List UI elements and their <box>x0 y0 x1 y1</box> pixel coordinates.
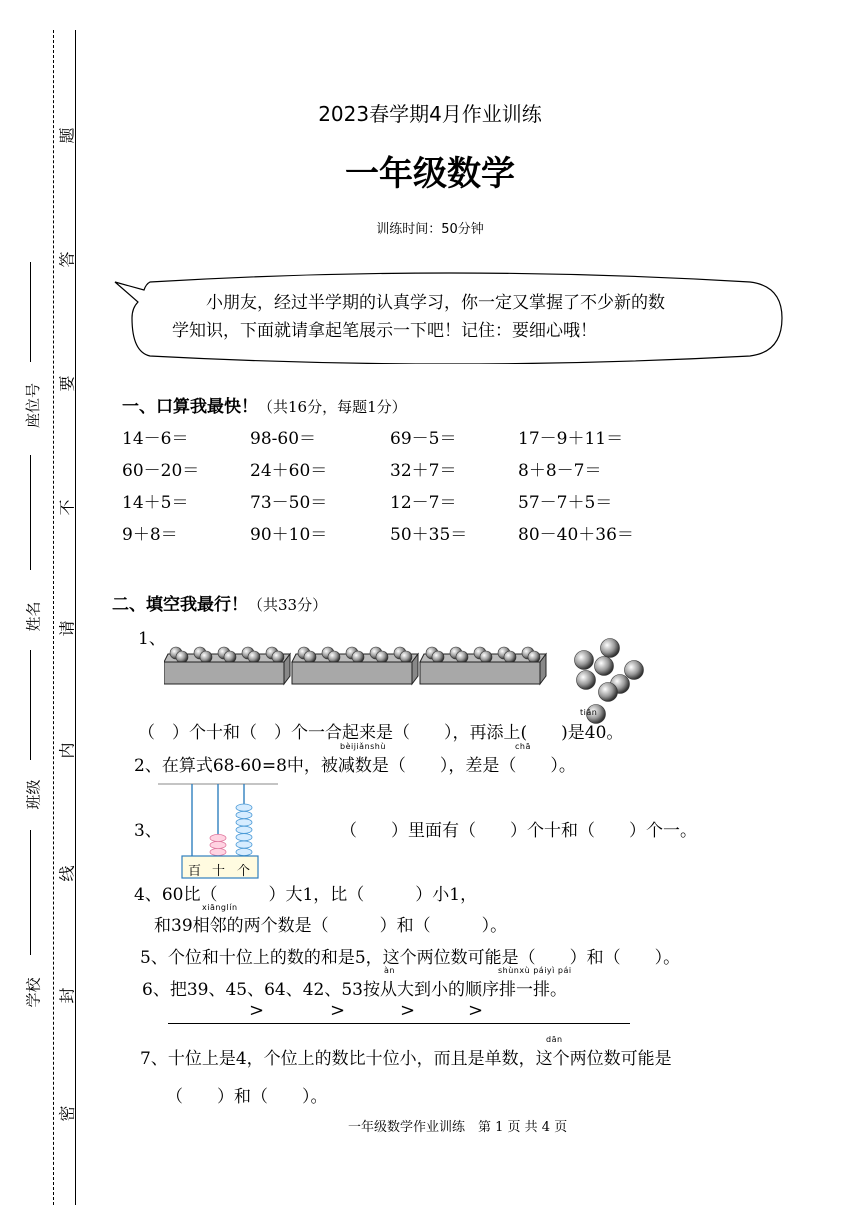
ones-bead <box>236 804 252 811</box>
q7-line-1: 7、十位上是4，个位上的数比十位小，而且是单数，这个两位数可能是 <box>140 1049 672 1069</box>
bead-trays <box>164 640 554 690</box>
loose-bead <box>595 657 614 676</box>
tray-front <box>420 662 540 684</box>
section2-heading <box>112 590 327 615</box>
class-label: 班级 <box>24 779 43 810</box>
seat-number-label: 座位号 <box>24 382 43 429</box>
tens-bead <box>210 834 226 841</box>
q4-pinyin: xiānglín <box>202 903 238 912</box>
calc-item: 17－9＋11＝ <box>518 429 624 449</box>
tray-bead <box>176 651 188 663</box>
section1-title: 一、口算我最快！ <box>122 397 258 417</box>
school-line[interactable] <box>30 830 31 955</box>
calc-item: 8＋8－7＝ <box>518 461 602 481</box>
seal-char-7: 线 <box>57 865 77 882</box>
q1-pinyin: tiān <box>580 708 598 717</box>
q6-pinyin-1: àn <box>384 966 395 975</box>
tray-bead <box>400 651 412 663</box>
abacus-label-tens: 十 <box>212 864 226 879</box>
tens-bead <box>210 848 226 855</box>
ones-bead <box>236 834 252 841</box>
name-line[interactable] <box>30 455 31 570</box>
calc-item: 50＋35＝ <box>390 525 468 545</box>
time-limit: 训练时间：50分钟 <box>376 222 484 237</box>
loose-bead <box>599 683 618 702</box>
tray-bead <box>432 651 444 663</box>
seal-char-1: 题 <box>57 127 77 144</box>
tray-bead <box>272 651 284 663</box>
tens-bead <box>210 841 226 848</box>
tray-bead <box>376 651 388 663</box>
page-footer: 一年级数学作业训练 第 1 页 共 4 页 <box>348 1120 568 1135</box>
binding-solid-line <box>75 30 76 1205</box>
q2-text: 2、在算式68-60=8中，被减数是（ ），差是（ ）。 <box>134 756 576 776</box>
calc-item: 24＋60＝ <box>250 461 328 481</box>
tray-bead <box>248 651 260 663</box>
tray-bead <box>304 651 316 663</box>
q3-text: （ ）里面有（ ）个十和（ ）个一。 <box>340 821 697 841</box>
ones-bead <box>236 848 252 855</box>
loose-bead <box>575 651 594 670</box>
q4-line-1: 4、60比（ ）大1，比（ ）小1， <box>134 885 478 905</box>
q6-gt-2: > <box>330 1000 346 1021</box>
seat-number-line[interactable] <box>30 262 31 362</box>
binding-dashed-line <box>53 30 54 1205</box>
q6-gt-4: > <box>468 1000 484 1021</box>
section1-note: （共16分，每题1分） <box>258 398 407 416</box>
school-label: 学校 <box>24 977 43 1008</box>
seal-char-2: 答 <box>57 251 77 268</box>
tray-bead <box>200 651 212 663</box>
section2-note: （共33分） <box>248 596 328 614</box>
q6-text: 6、把39、45、64、42、53按从大到小的顺序排一排。 <box>142 980 567 1000</box>
section2-title: 二、填空我最行！ <box>112 595 248 615</box>
seal-char-4: 不 <box>57 499 77 516</box>
calc-item: 69－5＝ <box>390 429 457 449</box>
q6-answer-line[interactable] <box>168 1023 630 1024</box>
q3-number: 3、 <box>134 821 162 841</box>
tray-bead <box>352 651 364 663</box>
bubble-line-2: 学知识，下面就请拿起笔展示一下吧！记住：要细心哦！ <box>172 321 597 341</box>
q2-pinyin-2: chā <box>515 742 531 751</box>
calc-item: 12－7＝ <box>390 493 457 513</box>
q6-gt-1: > <box>249 1000 265 1021</box>
q7-line-2: （ ）和（ ）。 <box>166 1087 328 1107</box>
term-title: 2023春学期4月作业训练 <box>318 102 542 126</box>
tray-bead <box>224 651 236 663</box>
calc-item: 98-60＝ <box>250 429 317 449</box>
seal-char-8: 封 <box>57 987 77 1004</box>
calc-item: 9＋8＝ <box>122 525 178 545</box>
tray-front <box>164 662 284 684</box>
q2-pinyin-1: bèijiǎnshù <box>340 742 386 751</box>
calc-item: 32＋7＝ <box>390 461 457 481</box>
seal-char-9: 密 <box>57 1105 77 1122</box>
tray-bead <box>480 651 492 663</box>
calc-item: 57－7＋5＝ <box>518 493 613 513</box>
q6-pinyin-2: shùnxù páiyì pái <box>498 966 572 975</box>
bubble-line-1: 小朋友，经过半学期的认真学习，你一定又掌握了不少新的数 <box>206 293 665 313</box>
calc-item: 90＋10＝ <box>250 525 328 545</box>
q1-number: 1、 <box>138 629 166 649</box>
q5-text: 5、个位和十位上的数的和是5，这个两位数可能是（ ）和（ ）。 <box>140 948 681 968</box>
tray-bead <box>456 651 468 663</box>
class-line[interactable] <box>30 650 31 760</box>
q1-text: （ ）个十和（ ）个一合起来是（ ），再添上( )是40。 <box>138 723 624 743</box>
calc-item: 73－50＝ <box>250 493 328 513</box>
name-label: 姓名 <box>24 601 43 632</box>
loose-bead <box>601 639 620 658</box>
tray-bead <box>504 651 516 663</box>
abacus-label-ones: 个 <box>237 864 251 879</box>
tray-bead <box>328 651 340 663</box>
loose-bead <box>577 671 596 690</box>
ones-bead <box>236 841 252 848</box>
abacus-label-hundreds: 百 <box>188 864 202 879</box>
ones-bead <box>236 826 252 833</box>
seal-char-6: 内 <box>57 742 77 759</box>
ones-bead <box>236 819 252 826</box>
calc-item: 80－40＋36＝ <box>518 525 634 545</box>
q6-gt-3: > <box>400 1000 416 1021</box>
page-title: 一年级数学 <box>345 154 515 194</box>
loose-bead <box>625 661 644 680</box>
section1-heading <box>122 392 407 417</box>
calc-item: 14＋5＝ <box>122 493 189 513</box>
ones-bead <box>236 811 252 818</box>
tray-bead <box>528 651 540 663</box>
calc-item: 14－6＝ <box>122 429 189 449</box>
seal-char-5: 请 <box>57 620 77 637</box>
seal-char-3: 要 <box>57 375 77 392</box>
q7-pinyin: dān <box>546 1035 563 1044</box>
tray-front <box>292 662 412 684</box>
calc-item: 60－20＝ <box>122 461 200 481</box>
q4-line-2: 和39相邻的两个数是（ ）和（ ）。 <box>154 916 508 936</box>
